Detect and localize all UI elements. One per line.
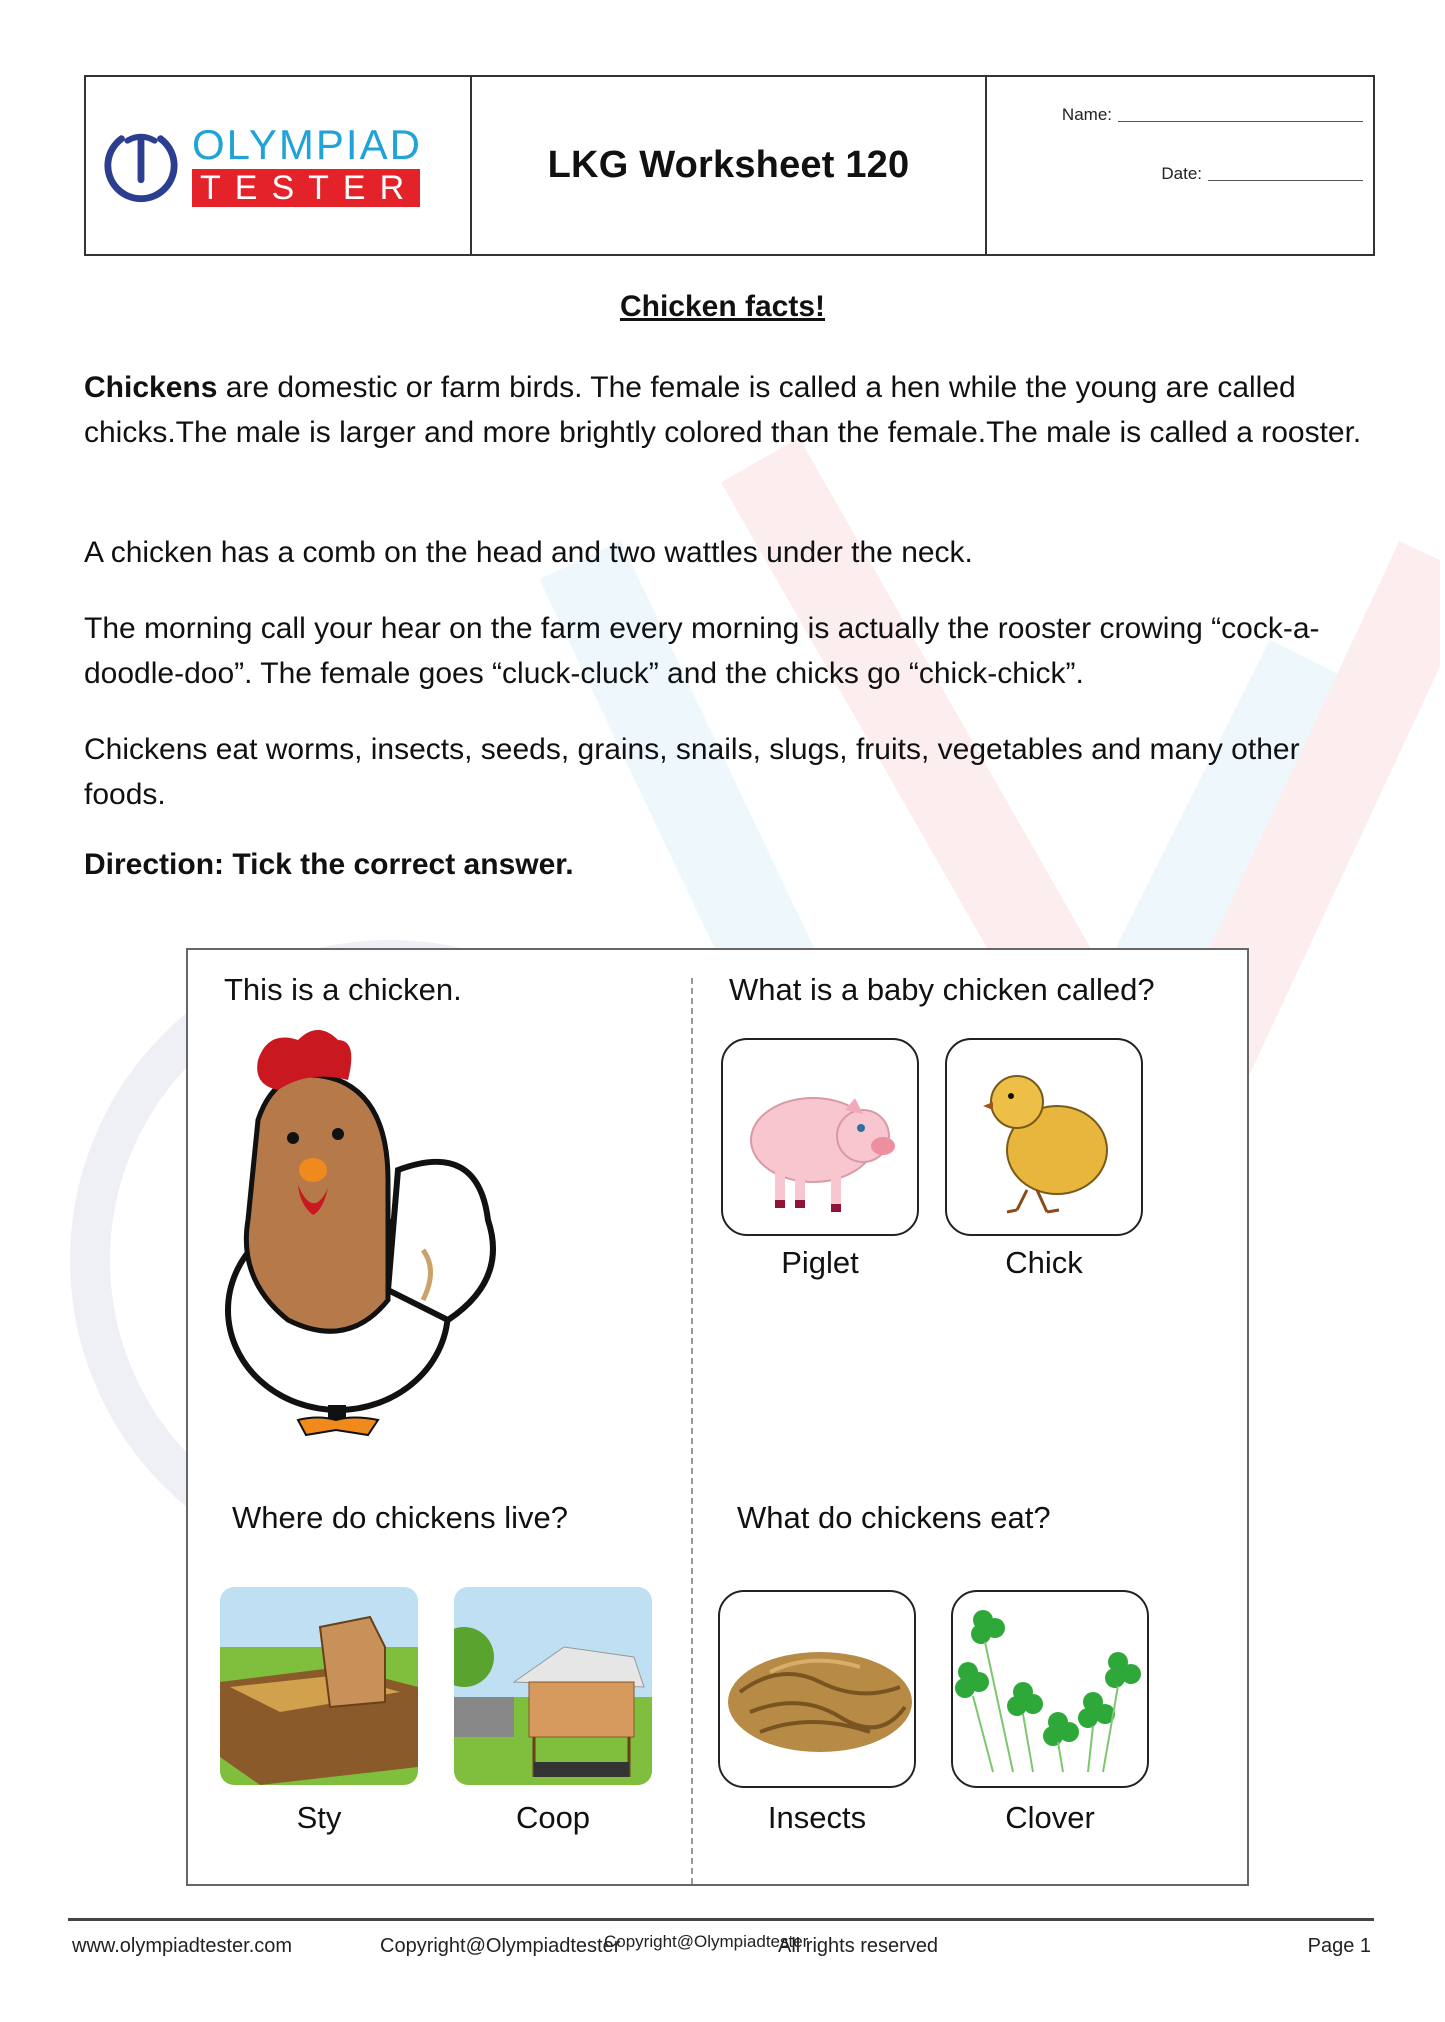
option-label-clover: Clover xyxy=(1005,1800,1095,1835)
coop-icon xyxy=(454,1587,652,1785)
logo-t-circle-icon xyxy=(102,127,180,205)
question-3-prompt: What do chickens eat? xyxy=(737,1500,1051,1535)
intro-caption: This is a chicken. xyxy=(224,972,462,1007)
date-blank-line[interactable] xyxy=(1208,180,1363,181)
logo-cell xyxy=(86,77,472,254)
footer-divider xyxy=(68,1918,1374,1921)
worksheet-title: LKG Worksheet 120 xyxy=(547,144,910,186)
paragraph-text: A chicken has a comb on the head and two wattles under the neck. xyxy=(84,536,973,569)
paragraph-3 xyxy=(84,606,1384,696)
logo-word-olympiad: OLYMPIAD xyxy=(192,120,422,168)
question-1-prompt: What is a baby chicken called? xyxy=(729,972,1155,1007)
paragraph-1 xyxy=(84,365,1384,455)
name-date-cell xyxy=(987,77,1373,254)
footer-page-number: Page 1 xyxy=(1307,1935,1371,1957)
date-label: Date: xyxy=(1161,164,1202,183)
dashed-divider xyxy=(691,978,693,1884)
option-insects[interactable] xyxy=(718,1590,916,1788)
name-field[interactable] xyxy=(1062,105,1363,125)
question-2-prompt: Where do chickens live? xyxy=(232,1500,568,1535)
footer-rights: All rights reserved xyxy=(778,1935,939,1957)
option-label-piglet: Piglet xyxy=(781,1245,859,1280)
option-clover[interactable] xyxy=(951,1590,1149,1788)
name-blank-line[interactable] xyxy=(1118,121,1363,122)
paragraph-text: The morning call your hear on the farm every morning is actually the rooster crowing “cock-a-doodle-doo”. The female goes “cluck-cluck” and the chicks go “chick-chick”. xyxy=(84,612,1320,690)
paragraph-4 xyxy=(84,727,1384,817)
option-chick[interactable] xyxy=(945,1038,1143,1236)
direction-text: Direction: Tick the correct answer. xyxy=(84,848,574,881)
paragraph-text: are domestic or farm birds. The female is called a hen while the young are called chicks.The male is larger and more brightly colored than the female.The male is called a rooster. xyxy=(84,371,1362,449)
title-cell xyxy=(472,77,987,254)
worksheet-header xyxy=(84,75,1375,256)
document-title: Chicken facts! xyxy=(619,290,826,323)
chick-icon xyxy=(947,1040,1143,1236)
footer-copyright-overlay: Copyright@Olympiadtester xyxy=(604,1932,809,1951)
paragraph-text: Chickens eat worms, insects, seeds, grains, snails, slugs, fruits, vegetables and many other foods. xyxy=(84,733,1300,811)
option-label-coop: Coop xyxy=(515,1800,591,1835)
date-field[interactable] xyxy=(1161,164,1363,184)
clover-icon xyxy=(953,1592,1149,1788)
hen-illustration-icon xyxy=(218,1020,518,1440)
footer-copyright: Copyright@Olympiadtester xyxy=(380,1935,621,1957)
footer-website: www.olympiadtester.com xyxy=(72,1935,293,1957)
option-label-chick: Chick xyxy=(1005,1245,1083,1280)
piglet-icon xyxy=(723,1040,919,1236)
activity-panel xyxy=(186,948,1249,1886)
option-label-sty: Sty xyxy=(296,1800,342,1835)
option-piglet[interactable] xyxy=(721,1038,919,1236)
sty-icon xyxy=(220,1587,418,1785)
paragraph-lead-bold: Chickens xyxy=(84,371,218,404)
insects-icon xyxy=(720,1592,916,1788)
option-coop[interactable] xyxy=(454,1587,652,1785)
option-sty[interactable] xyxy=(220,1587,418,1785)
olympiad-tester-logo xyxy=(102,120,422,207)
paragraph-2 xyxy=(84,530,1384,575)
name-label: Name: xyxy=(1061,105,1112,124)
option-label-insects: Insects xyxy=(767,1800,867,1835)
logo-word-tester: TESTER xyxy=(192,169,420,207)
